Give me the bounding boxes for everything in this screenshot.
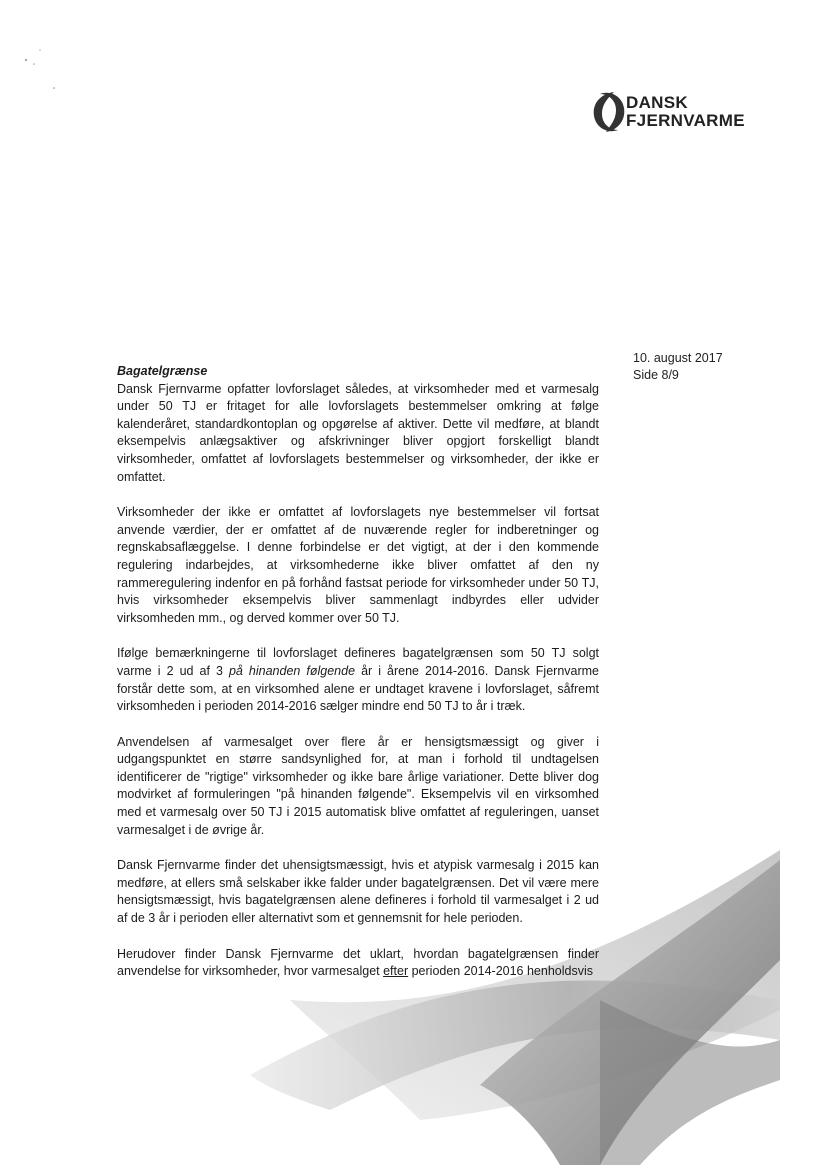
paragraph-3 — [117, 645, 599, 715]
logo-line-2: FJERNVARME — [626, 111, 745, 130]
paragraph-2: Virksomheder der ikke er omfattet af lovforslagets nye bestemmelser vil fortsat anvende værdier, der er omfattet af de nuværende regler for indberetninger og regnskabsaflæggelse. I denne forbindelse er det vigtigt, at der i den kommende regulering indarbejdes, at virksomhederne ikke bliver omfattet af den ny rammeregulering indenfor en på forhånd fastsat periode for virksomheder under 50 TJ, hvis virksomheder eksempelvis bliver sammenlagt indbyrdes eller udvider virksomheden mm., og derved kommer over 50 TJ. — [117, 505, 599, 625]
paragraph-6 — [117, 946, 599, 981]
document-meta — [633, 350, 723, 384]
page-number: Side 8/9 — [633, 368, 679, 382]
paragraph-3-emphasis: på hinanden følgende — [228, 663, 356, 678]
section-heading: Bagatelgrænse — [117, 364, 208, 378]
paragraph-6-part-b: perioden 2014-2016 henholdsvis — [408, 964, 593, 979]
paragraph-1: Dansk Fjernvarme opfatter lovforslaget således, at virksomheder med et varmesalg under 50 TJ er fritaget for alle lovforslagets bestemmelser omkring at følge kalenderåret, standardkontoplan og opgørelse af aktiver. Dette vil medføre, at blandt eksempelvis anlægsaktiver og afskrivninger bliver opgjort forskelligt blandt virksomheder, omfattet af lovforslagets bestemmelser og virksomheder, der ikke er omfattet. — [117, 381, 599, 484]
paragraph-3-part-b: år i årene 2014-2016. Dansk Fjernvarme forstår dette som, at en virksomhed alene er undtaget kravene i lovforslaget, såfremt virksomheden i perioden 2014-2016 sælger mindre end 50 TJ to år i træk. — [117, 663, 600, 714]
logo-wordmark — [626, 94, 745, 130]
paragraph-6-underlined: efter — [383, 964, 409, 979]
paragraph-4: Anvendelsen af varmesalget over flere år er hensigtsmæssigt og giver i udgangspunktet en større sandsynlighed for, at man i forhold til undtagelsen identificerer de "rigtige" virksomheder og ikke bare årlige variationer. Dette bliver dog modvirket af formuleringen "på hinanden følgende". Eksempelvis vil en virksomhed med et varmesalg over 50 TJ i 2015 automatisk blive omfattet af reguleringen, uanset varmesalget i de øvrige år. — [117, 734, 599, 837]
brand-logo — [588, 88, 758, 136]
paragraph-3-part-a: Ifølge bemærkningerne til lovforslaget defineres bagatelgrænsen som 50 TJ solgt varme i 2 ud af 3 — [117, 646, 599, 678]
document-body — [117, 363, 599, 999]
paragraph-6-part-a: Herudover finder Dansk Fjernvarme det uklart, hvordan bagatelgrænsen finder anvendelse for virksomheder, hvor varmesalget — [117, 946, 599, 979]
scan-specks — [20, 40, 80, 90]
document-date: 10. august 2017 — [633, 351, 723, 365]
paragraph-5: Dansk Fjernvarme finder det uhensigtsmæssigt, hvis et atypisk varmesalg i 2015 kan medføre, at ellers små selskaber ikke falder under bagatelgrænsen. Det vil være mere hensigtsmæssigt, hvis bagatelgrænsen alene defineres i forhold til varmesalget i 2 ud af de 3 år i perioden eller alternativt som et gennemsnit for hele perioden. — [117, 858, 599, 926]
dansk-fjernvarme-swirl-icon — [588, 88, 628, 136]
logo-line-1: DANSK — [626, 93, 688, 112]
